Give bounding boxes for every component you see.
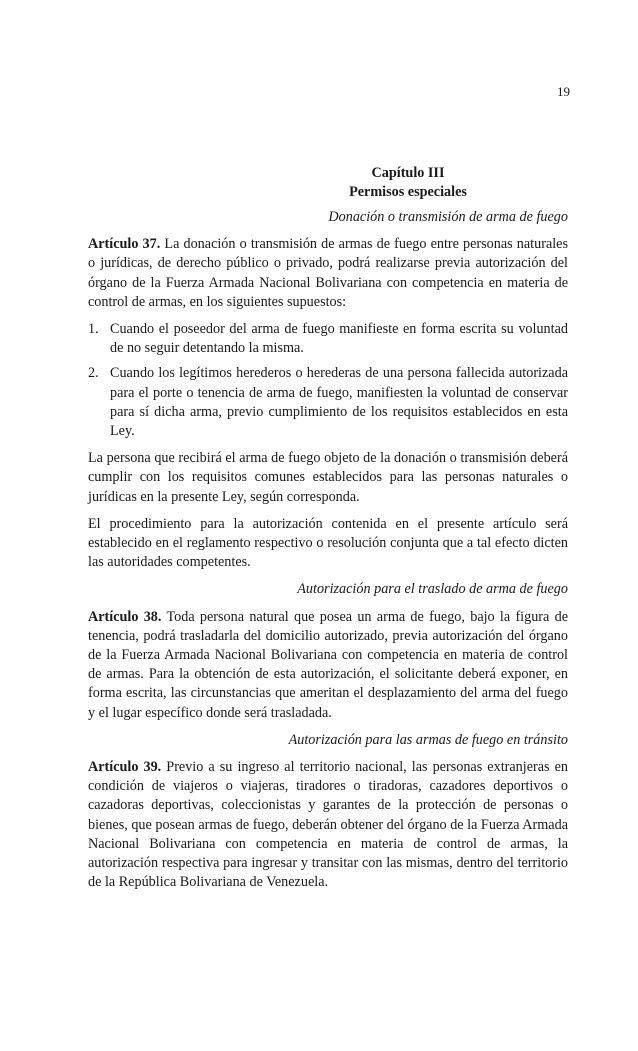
list-text: Cuando el poseedor del arma de fuego manifieste en forma escrita su voluntad de no seguir detentando la misma. [110,321,568,357]
list-item [88,320,568,358]
article-paragraph [88,608,568,723]
section-heading: Autorización para el traslado de arma de fuego [297,581,568,598]
article-text: La donación o transmisión de armas de fuego entre personas naturales o jurídicas, de derecho público o privado, podrá realizarse previa autorización del órgano de la Fuerza Armada Nacional Bolivariana con competencia en materia de control de armas, en los siguientes supuestos: [88,236,569,310]
section-heading: Donación o transmisión de arma de fuego [328,209,568,225]
chapter-title: Permisos especiales [349,184,467,200]
body-paragraph: La persona que recibirá el arma de fuego objeto de la donación o transmisión deberá cumplir con los requisitos comunes establecidos para las personas naturales o jurídicas en la presente Ley, según corresponda. [88,450,568,505]
list-item [88,364,568,441]
list-number: 1. [88,321,99,338]
section-heading: Autorización para las armas de fuego en tránsito [288,731,568,748]
article-paragraph [88,235,568,312]
article-text: Previo a su ingreso al territorio nacional, las personas extranjeras en condición de viajeros o viajeras, tiradores o tiradoras, cazadores deportivos o cazadoras deportivas, coleccionistas y garantes de la protección de personas o bienes, que posean armas de fuego, deberán obtener del órgano de la Fuerza Armada Nacional Bolivariana con competencia en materia de control de armas, la autorización respectiva para ingresar y transitar con las mismas, dentro del territorio de la República Bolivariana de Venezuela. [88,759,568,891]
article-label: Artículo 39. [88,759,162,776]
body-paragraph: El procedimiento para la autorización contenida en el presente artículo será establecido en el reglamento respectivo o resolución conjunta que a tal efecto dicten las autoridades competentes. [88,515,568,571]
numbered-list [88,320,568,441]
article-label: Artículo 37. [88,236,161,253]
list-number: 2. [88,365,99,382]
article-text: Toda persona natural que posea un arma de fuego, bajo la figura de tenencia, podrá trasladarla del domicilio autorizado, previa autorización del órgano de la Fuerza Armada Nacional Bolivariana con competencia en materia de control de armas. Para la obtención de esta autorización, el solicitante deberá exponer, en forma escrita, las circunstancias que ameritan el desplazamiento del arma del fuego y el lugar específico donde será trasladada. [88,608,568,721]
list-text: Cuando los legítimos herederos o herederas de una persona fallecida autorizada para el porte o tenencia de arma de fuego, manifiesten la voluntad de conservar para sí dicha arma, previo cumplimiento de los requisitos establecidos en esta Ley. [110,365,568,440]
chapter-heading [88,164,568,202]
article-paragraph [88,758,568,892]
document-body [88,208,568,893]
page-number: 19 [557,84,570,99]
article-label: Artículo 38. [88,608,162,625]
chapter-number: Capítulo III [371,165,445,181]
